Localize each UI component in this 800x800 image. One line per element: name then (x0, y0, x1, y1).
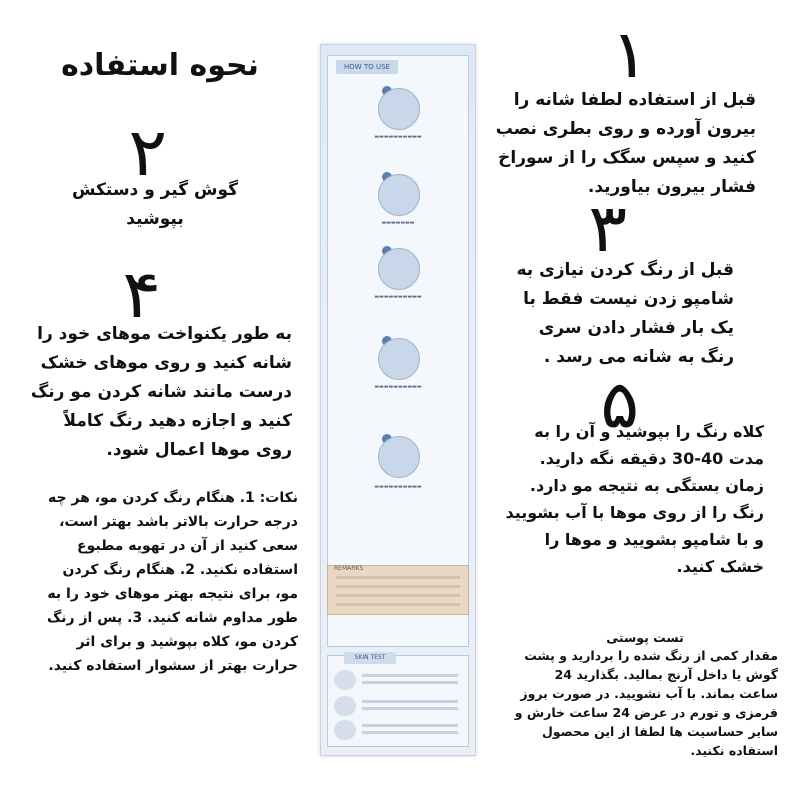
leaflet-remarks-box (327, 565, 469, 615)
leaflet-how-to-use-panel (327, 55, 469, 647)
leaflet-skin-icon-2 (334, 696, 356, 716)
step-3-text: قبل از رنگ کردن نیازی به شامپو زدن نیست فقط با یک بار فشار دادن سری رنگ به شانه می رسد . (516, 260, 734, 367)
leaflet-bottle-icon (378, 88, 420, 130)
skin-test-text: مقدار کمی از رنگ شده را بردارید و پشت گوش یا داخل آرنج بمالید. بگذارید 24 ساعت بماند. با آب نشویید. در صورت بروز قرمزی و تورم در عرض 24 ساعت خارش و سایر حساسیت ها لطفا از این محصول استفاده نکنید. (514, 648, 778, 758)
instruction-leaflet-image (320, 44, 476, 756)
leaflet-gloves-icon (378, 174, 420, 216)
leaflet-step-4-lines: ▬▬▬▬▬▬▬▬▬▬ (374, 384, 422, 390)
page-title: نحوه استفاده (61, 48, 259, 83)
leaflet-woman-combing-icon (378, 338, 420, 380)
leaflet-skin-test-heading: SKIN TEST (344, 652, 396, 664)
leaflet-skin-icon-3 (334, 720, 356, 740)
leaflet-step-1-lines: ▬▬▬▬▬▬▬▬▬▬ (374, 134, 422, 140)
step-1-text: قبل از استفاده لطفا شانه را بیرون آورده و روی بطری نصب کنید و سپس سگک را از سوراخ فشار بیرون بیاورید. (495, 90, 756, 197)
leaflet-step-3-lines: ▬▬▬▬▬▬▬▬▬▬ (374, 294, 422, 300)
step-5-number: ۵ (600, 366, 640, 443)
step-4-text: به طور یکنواخت موهای خود را شانه کنید و روی موهای خشک درست مانند شانه کردن مو رنگ کنید و اجازه دهید رنگ کاملاً روی موها اعمال شود. (30, 324, 292, 460)
step-4-number: ۴ (122, 256, 162, 333)
leaflet-how-to-use-heading: HOW TO USE (336, 60, 398, 74)
leaflet-skin-icon-1 (334, 670, 356, 690)
leaflet-skin-test-box (327, 655, 469, 747)
notes-text: نکات: 1. هنگام رنگ کردن مو، هر چه درجه حرارت بالاتر باشد بهتر است، سعی کنید از آن در تهویه مطبوع استفاده نکنید. 2. هنگام رنگ کردن مو، برای نتیجه بهتر موهای خود را به طور مداوم شانه کنید. 3. پس از رنگ کردن مو، کلاه بپوشید و برای اثر حرارت بهتر از سشوار استفاده کنید. (46, 490, 298, 674)
leaflet-comb-icon (378, 248, 420, 290)
step-3-number: ۳ (588, 190, 628, 267)
leaflet-step-5-lines: ▬▬▬▬▬▬▬▬▬▬ (374, 484, 422, 490)
leaflet-step-2-lines: ▬▬▬▬▬▬▬ (381, 220, 415, 226)
step-2-text: گوش گیر و دستکش بپوشید (71, 180, 239, 229)
step-2-number: ۲ (128, 114, 168, 191)
skin-test-heading: تست پوستی (606, 630, 684, 645)
leaflet-woman-cap-icon (378, 436, 420, 478)
step-1-number: ۱ (610, 16, 650, 93)
step-5-text: کلاه رنگ را بپوشید و آن را به مدت 40-30 دقیقه نگه دارید. زمان بستگی به نتیجه مو دارد. رنگ را از روی موها با آب بشویید و با شامپو بشویید و موها را خشک کنید. (505, 422, 764, 576)
leaflet-remarks-heading: REMARKS (334, 565, 364, 572)
